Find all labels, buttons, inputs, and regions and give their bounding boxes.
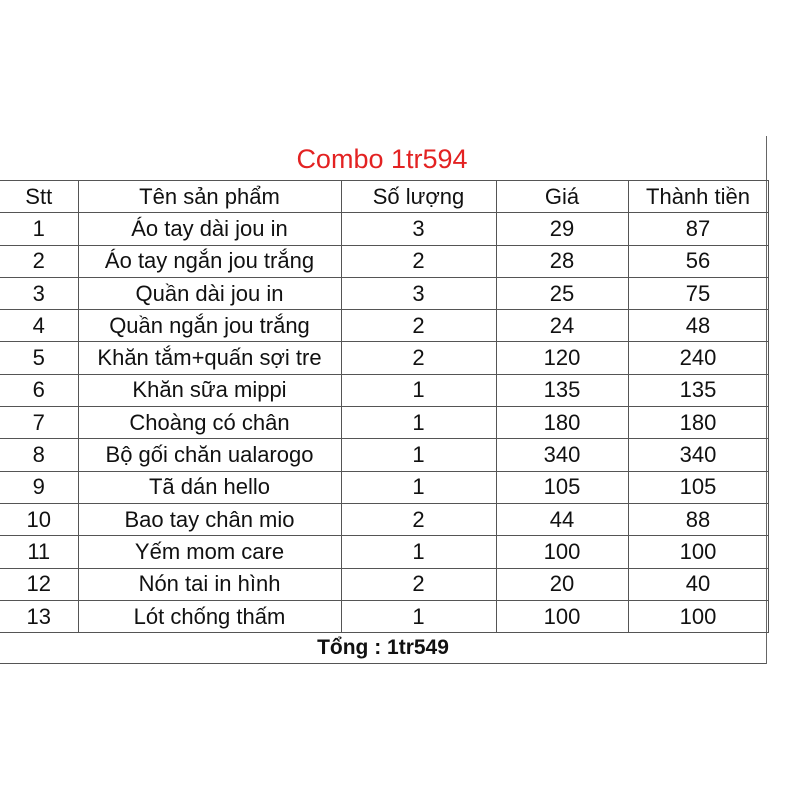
cell-quantity: 1 <box>341 471 496 503</box>
product-table <box>0 180 769 633</box>
cell-product-name: Choàng có chân <box>78 407 341 439</box>
cell-price: 180 <box>496 407 628 439</box>
cell-line-total: 100 <box>628 600 768 632</box>
combo-title: Combo 1tr594 <box>296 144 468 174</box>
cell-stt: 7 <box>0 407 78 439</box>
cell-line-total: 40 <box>628 568 768 600</box>
table-row <box>0 213 768 245</box>
cell-stt: 1 <box>0 213 78 245</box>
cell-product-name: Lót chống thấm <box>78 600 341 632</box>
cell-product-name: Tã dán hello <box>78 471 341 503</box>
cell-stt: 11 <box>0 536 78 568</box>
table-row <box>0 536 768 568</box>
table-row <box>0 407 768 439</box>
cell-quantity: 1 <box>341 600 496 632</box>
cell-product-name: Quần ngắn jou trắng <box>78 310 341 342</box>
cell-product-name: Yếm mom care <box>78 536 341 568</box>
table-row <box>0 568 768 600</box>
cell-stt: 4 <box>0 310 78 342</box>
cell-line-total: 75 <box>628 277 768 309</box>
table-row <box>0 471 768 503</box>
cell-quantity: 1 <box>341 374 496 406</box>
cell-stt: 2 <box>0 245 78 277</box>
cell-quantity: 2 <box>341 245 496 277</box>
table-row <box>0 310 768 342</box>
cell-product-name: Bộ gối chăn ualarogo <box>78 439 341 471</box>
cell-stt: 6 <box>0 374 78 406</box>
cell-quantity: 3 <box>341 277 496 309</box>
table-row <box>0 342 768 374</box>
cell-quantity: 2 <box>341 568 496 600</box>
header-line-total: Thành tiền <box>628 181 768 213</box>
cell-line-total: 56 <box>628 245 768 277</box>
cell-line-total: 105 <box>628 471 768 503</box>
cell-quantity: 2 <box>341 503 496 535</box>
table-row <box>0 503 768 535</box>
cell-price: 120 <box>496 342 628 374</box>
cell-stt: 3 <box>0 277 78 309</box>
cell-line-total: 240 <box>628 342 768 374</box>
header-quantity: Số lượng <box>341 181 496 213</box>
header-row <box>0 181 768 213</box>
table-row <box>0 600 768 632</box>
cell-line-total: 100 <box>628 536 768 568</box>
cell-product-name: Nón tai in hình <box>78 568 341 600</box>
table-row <box>0 374 768 406</box>
cell-stt: 8 <box>0 439 78 471</box>
cell-price: 135 <box>496 374 628 406</box>
cell-price: 20 <box>496 568 628 600</box>
cell-stt: 10 <box>0 503 78 535</box>
cell-product-name: Quần dài jou in <box>78 277 341 309</box>
cell-quantity: 1 <box>341 407 496 439</box>
cell-product-name: Bao tay chân mio <box>78 503 341 535</box>
cell-price: 29 <box>496 213 628 245</box>
cell-stt: 5 <box>0 342 78 374</box>
cell-product-name: Khăn tắm+quấn sợi tre <box>78 342 341 374</box>
cell-quantity: 2 <box>341 310 496 342</box>
cell-line-total: 48 <box>628 310 768 342</box>
cell-stt: 12 <box>0 568 78 600</box>
table-row <box>0 277 768 309</box>
cell-line-total: 88 <box>628 503 768 535</box>
cell-stt: 13 <box>0 600 78 632</box>
grand-total: Tổng : 1tr549 <box>0 633 766 664</box>
cell-price: 25 <box>496 277 628 309</box>
cell-product-name: Áo tay ngắn jou trắng <box>78 245 341 277</box>
header-product-name: Tên sản phẩm <box>78 181 341 213</box>
cell-product-name: Áo tay dài jou in <box>78 213 341 245</box>
cell-line-total: 87 <box>628 213 768 245</box>
cell-quantity: 2 <box>341 342 496 374</box>
table-row <box>0 439 768 471</box>
cell-quantity: 1 <box>341 439 496 471</box>
header-stt: Stt <box>0 181 78 213</box>
cell-quantity: 3 <box>341 213 496 245</box>
table-row <box>0 245 768 277</box>
cell-price: 100 <box>496 536 628 568</box>
cell-price: 24 <box>496 310 628 342</box>
cell-line-total: 340 <box>628 439 768 471</box>
cell-stt: 9 <box>0 471 78 503</box>
cell-quantity: 1 <box>341 536 496 568</box>
cell-line-total: 135 <box>628 374 768 406</box>
cell-price: 100 <box>496 600 628 632</box>
cell-price: 28 <box>496 245 628 277</box>
cell-product-name: Khăn sữa mippi <box>78 374 341 406</box>
cell-price: 44 <box>496 503 628 535</box>
cell-price: 105 <box>496 471 628 503</box>
header-price: Giá <box>496 181 628 213</box>
cell-price: 340 <box>496 439 628 471</box>
cell-line-total: 180 <box>628 407 768 439</box>
